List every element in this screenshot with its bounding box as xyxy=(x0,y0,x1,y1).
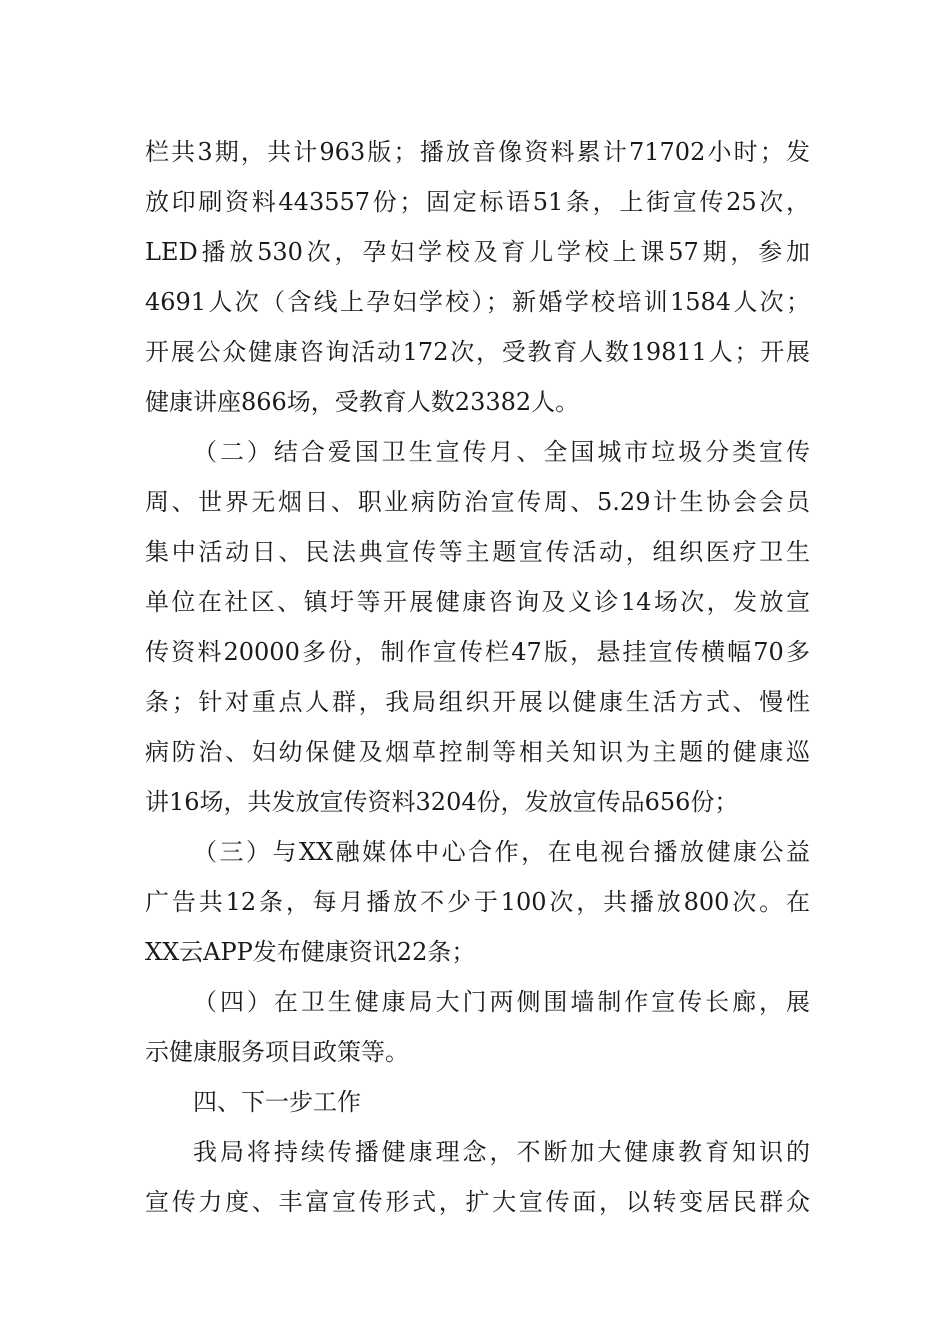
section-4-first-line: （四）在卫生健康局大门两侧围墙制作宣传长廊，展 xyxy=(193,988,810,1016)
text-line: 讲16场，共发放宣传资料3204份，发放宣传品656份； xyxy=(145,788,739,816)
next-steps-first-line: 我局将持续传播健康理念，不断加大健康教育知识的 xyxy=(193,1138,810,1166)
section-heading-next-steps: 四、下一步工作 xyxy=(193,1088,361,1116)
text-line: 周、世界无烟日、职业病防治宣传周、5.29计生协会会员 xyxy=(145,488,810,516)
text-line: 广告共12条，每月播放不少于100次，共播放800次。在 xyxy=(145,888,810,916)
text-line: 单位在社区、镇圩等开展健康咨询及义诊14场次，发放宣 xyxy=(145,588,810,616)
text-line: 宣传力度、丰富宣传形式，扩大宣传面，以转变居民群众 xyxy=(145,1188,810,1216)
text-line: 健康讲座866场，受教育人数23382人。 xyxy=(145,388,580,416)
section-3-first-line: （三）与XX融媒体中心合作，在电视台播放健康公益 xyxy=(193,838,810,866)
text-line: 传资料20000多份，制作宣传栏47版，悬挂宣传横幅70多 xyxy=(145,638,810,666)
section-2-first-line: （二）结合爱国卫生宣传月、全国城市垃圾分类宣传 xyxy=(193,438,810,466)
text-line: 条；针对重点人群，我局组织开展以健康生活方式、慢性 xyxy=(145,688,810,716)
text-line: 开展公众健康咨询活动172次，受教育人数19811人；开展 xyxy=(145,338,810,366)
text-line: LED播放530次，孕妇学校及育儿学校上课57期，参加 xyxy=(145,238,810,266)
text-line: 放印刷资料443557份；固定标语51条，上街宣传25次， xyxy=(145,188,810,216)
text-line: 集中活动日、民法典宣传等主题宣传活动，组织医疗卫生 xyxy=(145,538,810,566)
text-line: 4691人次（含线上孕妇学校）；新婚学校培训1584人次； xyxy=(145,288,810,316)
text-line: 示健康服务项目政策等。 xyxy=(145,1038,409,1066)
text-line: XX云APP发布健康资讯22条； xyxy=(145,938,476,966)
text-line: 病防治、妇幼保健及烟草控制等相关知识为主题的健康巡 xyxy=(145,738,810,766)
text-line: 栏共3期，共计963版；播放音像资料累计71702小时；发 xyxy=(145,138,810,166)
